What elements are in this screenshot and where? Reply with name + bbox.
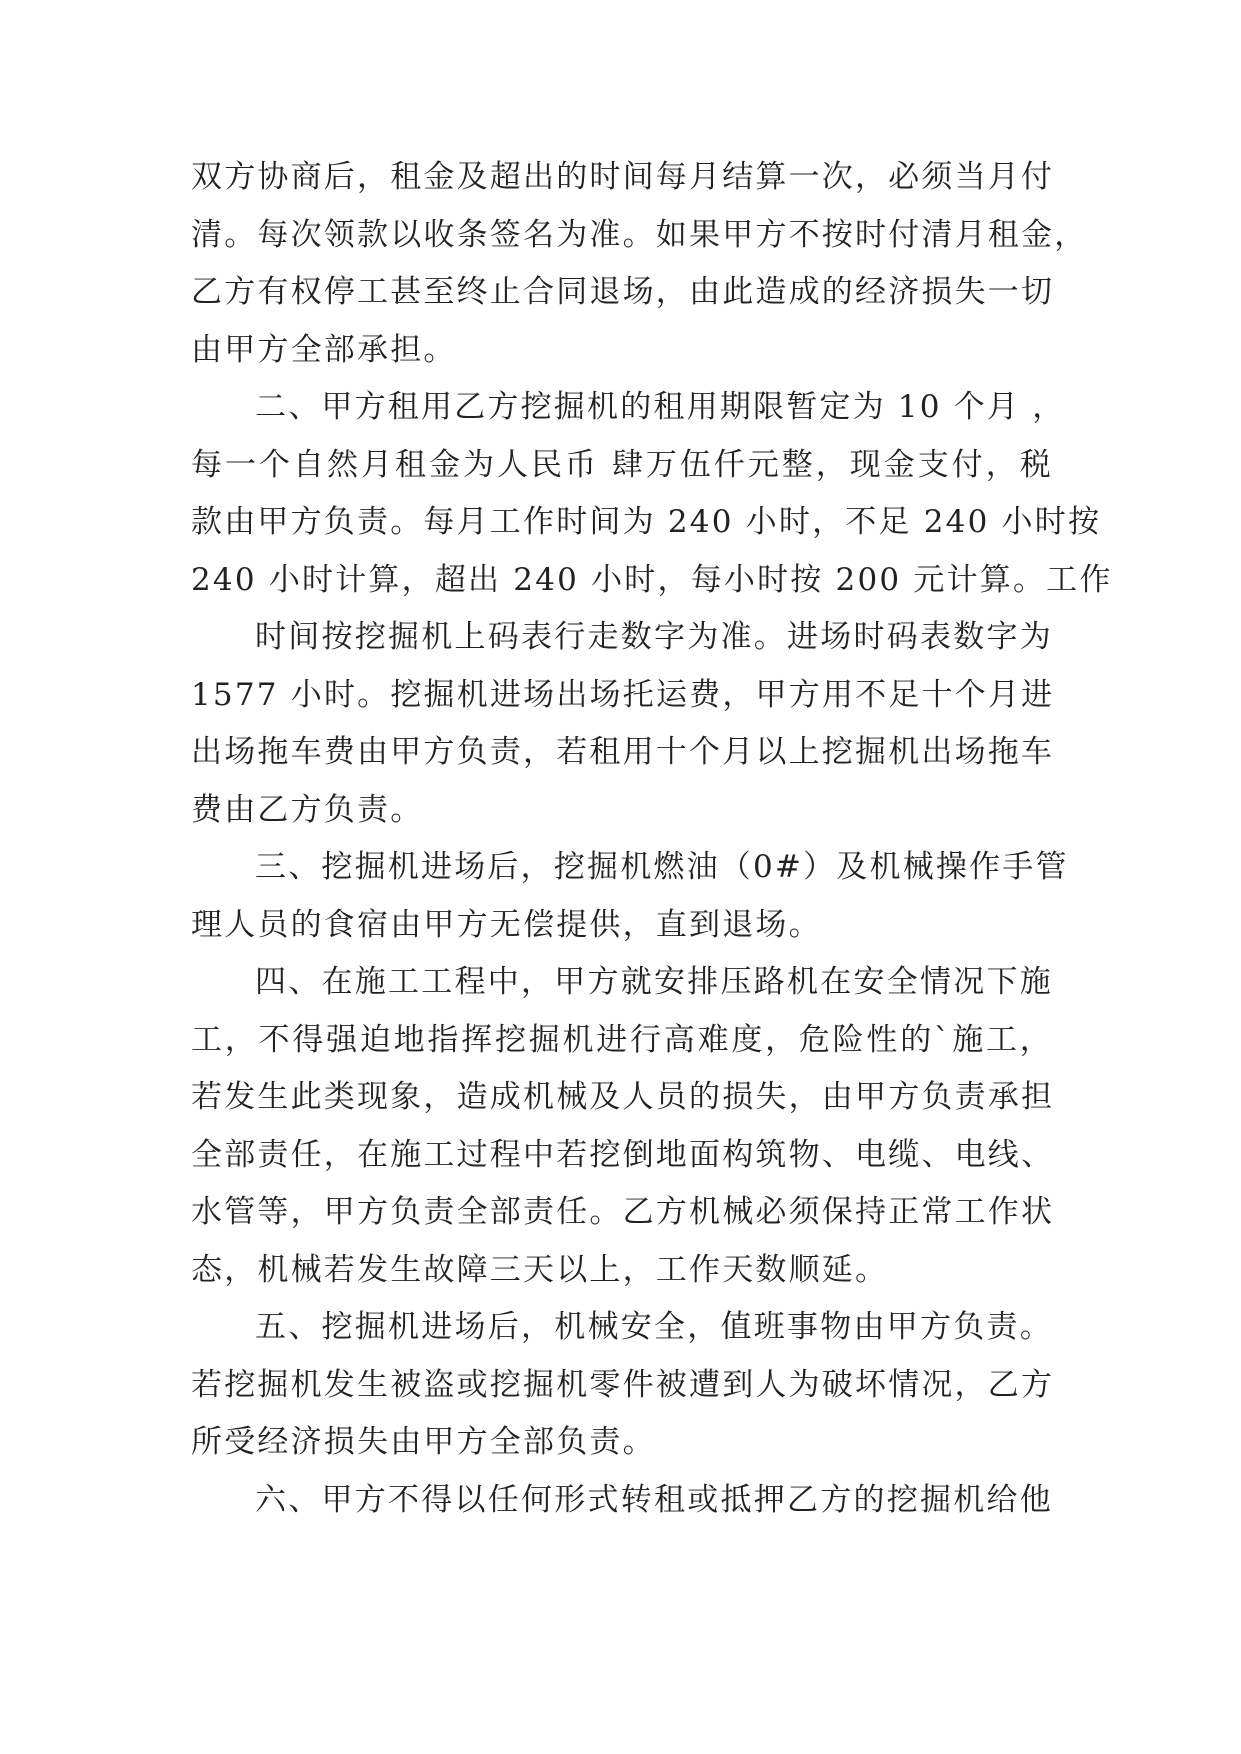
clause-2-line-4: 240 小时计算，超出 240 小时，每小时按 200 元计算。工作: [191, 561, 1113, 598]
text-line-3: 乙方有权停工甚至终止合同退场，由此造成的经济损失一切: [191, 274, 1055, 310]
clause-5-line-3: 所受经济损失由甲方全部负责。: [191, 1424, 656, 1460]
clause-2-line-3: 款由甲方负责。每月工作时间为 240 小时，不足 240 小时按: [191, 504, 1102, 540]
clause-4-line-6: 态，机械若发生故障三天以上，工作天数顺延。: [191, 1251, 889, 1288]
clause-2-line-8: 费由乙方负责。: [191, 791, 424, 828]
clause-2-line-7: 出场拖车费由甲方负责，若租用十个月以上挖掘机出场拖车: [191, 734, 1055, 770]
clause-2-line-5: 时间按挖掘机上码表行走数字为准。进场时码表数字为: [255, 619, 1053, 655]
clause-2-line-6: 1577 小时。挖掘机进场出场托运费，甲方用不足十个月进: [191, 676, 1055, 713]
contract-body: [191, 157, 1113, 1537]
clause-6-line-1: 六、甲方不得以任何形式转租或抵押乙方的挖掘机给他: [255, 1481, 1053, 1518]
clause-5-line-2: 若挖掘机发生被盗或挖掘机零件被遭到人为破坏情况，乙方: [191, 1366, 1055, 1403]
clause-4-line-3: 若发生此类现象，造成机械及人员的损失，由甲方负责承担: [191, 1079, 1055, 1115]
clause-3-line-2: 理人员的食宿由甲方无偿提供，直到退场。: [191, 906, 822, 943]
text-line-4: 由甲方全部承担。: [191, 331, 457, 368]
clause-5-line-1: 五、挖掘机进场后，机械安全，值班事物由甲方负责。: [255, 1309, 1053, 1345]
clause-2-line-2: 每一个自然月租金为人民币 肆万伍仟元整，现金支付，税: [191, 446, 1053, 483]
clause-4-line-4: 全部责任，在施工过程中若挖倒地面构筑物、电缆、电线、: [191, 1136, 1055, 1173]
clause-3-line-1: 三、挖掘机进场后，挖掘机燃油（0#）及机械操作手管: [255, 849, 1069, 885]
clause-4-line-1: 四、在施工工程中，甲方就安排压路机在安全情况下施: [255, 964, 1053, 1000]
clause-4-line-2: 工，不得强迫地指挥挖掘机进行高难度，危险性的`施工，: [191, 1021, 1053, 1058]
text-line-2: 清。每次领款以收条签名为准。如果甲方不按时付清月租金，: [191, 216, 1088, 253]
clause-2-line-1: 二、甲方租用乙方挖掘机的租用期限暂定为 10 个月 ，: [255, 389, 1066, 425]
clause-4-line-5: 水管等，甲方负责全部责任。乙方机械必须保持正常工作状: [191, 1194, 1055, 1230]
text-line-1: 双方协商后，租金及超出的时间每月结算一次，必须当月付: [191, 159, 1055, 195]
